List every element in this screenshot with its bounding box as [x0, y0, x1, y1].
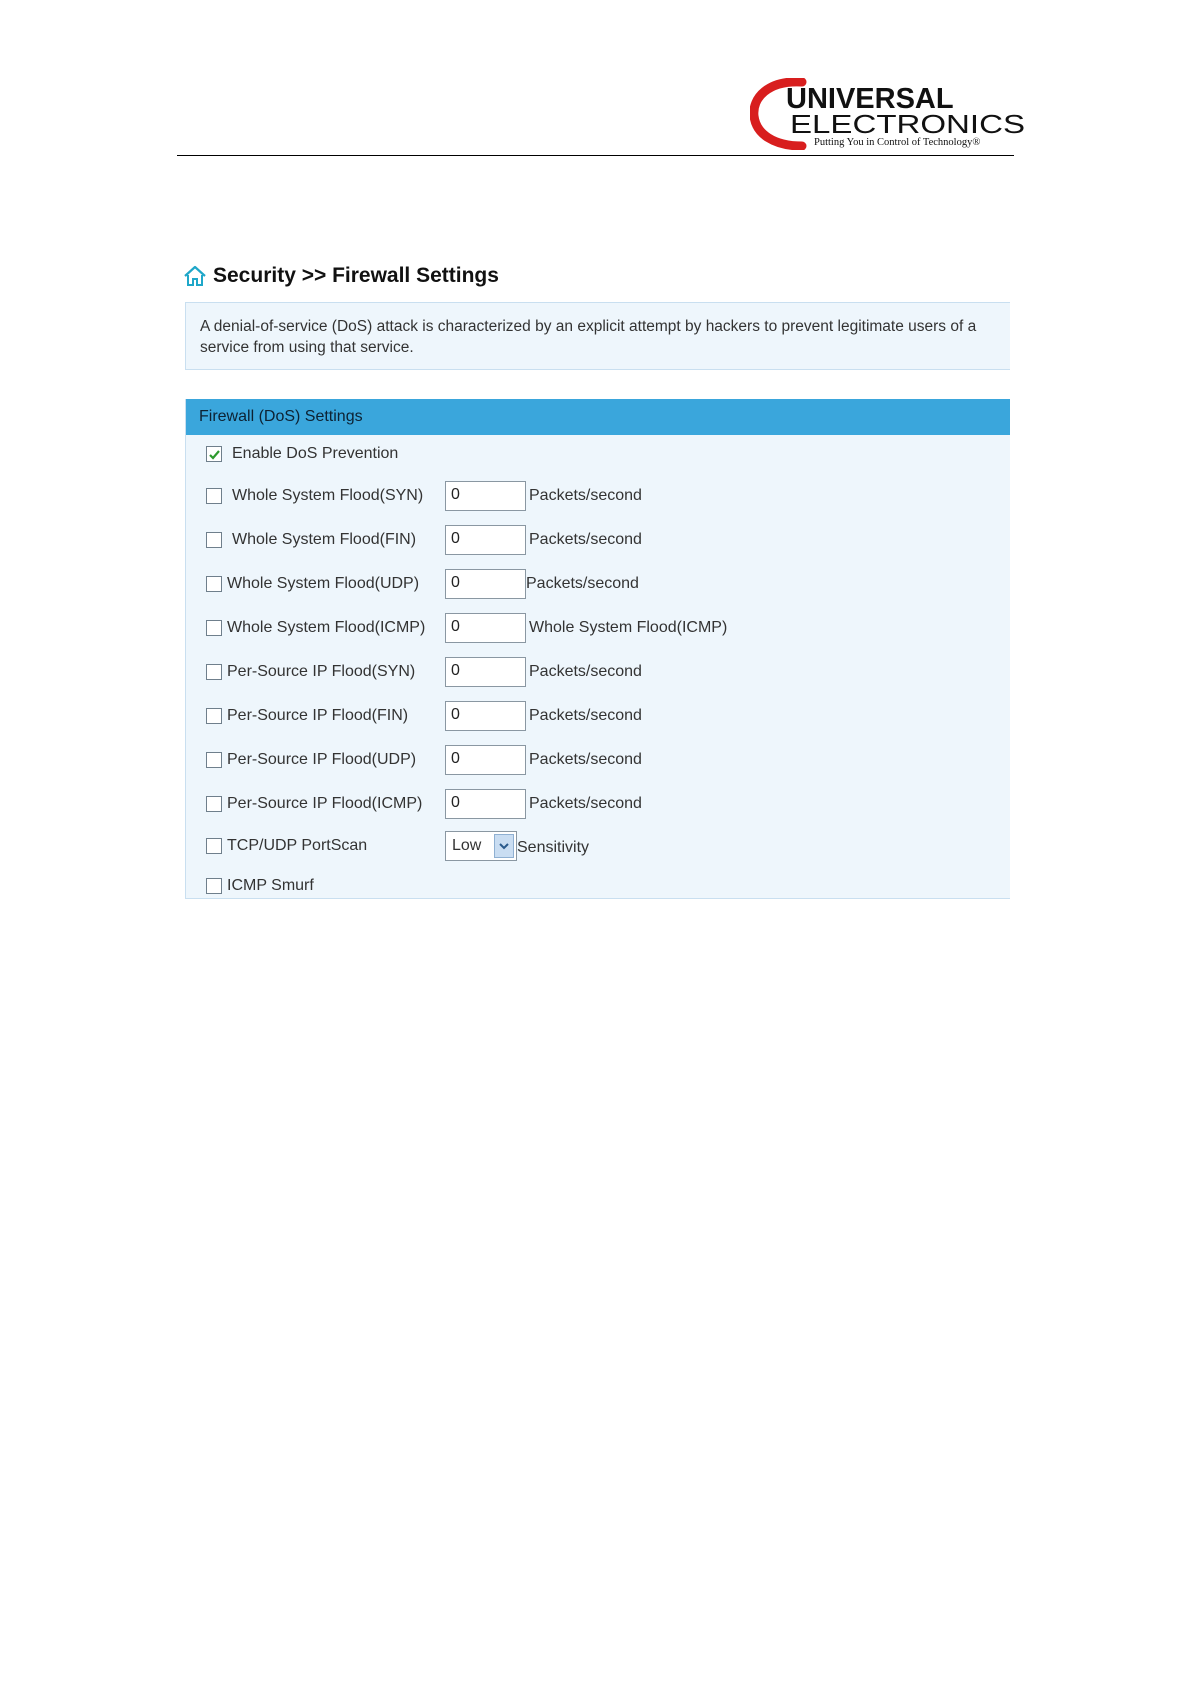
enable-dos-checkbox[interactable]: [206, 446, 222, 462]
source-icmp-label: Per-Source IP Flood(ICMP): [227, 795, 423, 812]
page-title-text: Security >> Firewall Settings: [213, 264, 499, 287]
portscan-checkbox[interactable]: [206, 838, 222, 854]
setting-row-smurf: [206, 871, 314, 901]
whole-icmp-label: Whole System Flood(ICMP): [227, 619, 426, 636]
source-syn-input[interactable]: 0: [445, 657, 526, 687]
source-syn-label: Per-Source IP Flood(SYN): [227, 663, 416, 680]
whole-fin-label: Whole System Flood(FIN): [232, 531, 417, 548]
universal-electronics-logo: [750, 78, 1036, 150]
whole-syn-label: Whole System Flood(SYN): [232, 487, 424, 504]
portscan-selected-value: Low: [452, 837, 482, 854]
source-icmp-unit: Packets/second: [529, 795, 642, 812]
whole-syn-input[interactable]: 0: [445, 481, 526, 511]
source-fin-input[interactable]: 0: [445, 701, 526, 731]
checkmark-icon: [208, 448, 221, 461]
chevron-down-icon[interactable]: [494, 834, 514, 858]
source-fin-label: Per-Source IP Flood(FIN): [227, 707, 409, 724]
setting-row-source-icmp: [206, 789, 422, 819]
whole-fin-input[interactable]: 0: [445, 525, 526, 555]
setting-row-whole-syn: [206, 481, 423, 511]
logo-tagline: Putting You in Control of Technology®: [814, 137, 981, 148]
smurf-label: ICMP Smurf: [227, 877, 314, 894]
whole-icmp-unit: Whole System Flood(ICMP): [529, 619, 728, 636]
dos-settings-panel: [185, 399, 1010, 899]
source-udp-checkbox[interactable]: [206, 752, 222, 768]
source-udp-label: Per-Source IP Flood(UDP): [227, 751, 417, 768]
whole-fin-checkbox[interactable]: [206, 532, 222, 548]
setting-row-whole-fin: [206, 525, 416, 555]
source-fin-unit: Packets/second: [529, 707, 642, 724]
setting-row-source-syn: [206, 657, 415, 687]
whole-fin-unit: Packets/second: [529, 531, 642, 548]
source-syn-unit: Packets/second: [529, 663, 642, 680]
source-icmp-input[interactable]: 0: [445, 789, 526, 819]
whole-udp-unit: Packets/second: [526, 575, 639, 592]
setting-row-whole-icmp: [206, 613, 425, 643]
source-fin-checkbox[interactable]: [206, 708, 222, 724]
portscan-sensitivity-select[interactable]: [445, 831, 517, 861]
whole-udp-label: Whole System Flood(UDP): [227, 575, 420, 592]
portscan-unit: Sensitivity: [517, 839, 590, 856]
setting-row-source-fin: [206, 701, 408, 731]
enable-dos-row: [206, 439, 398, 469]
logo-brand-bottom: ELECTRONICS: [790, 109, 1025, 139]
source-udp-unit: Packets/second: [529, 751, 642, 768]
whole-icmp-checkbox[interactable]: [206, 620, 222, 636]
source-syn-checkbox[interactable]: [206, 664, 222, 680]
setting-row-whole-udp: [206, 569, 419, 599]
source-icmp-checkbox[interactable]: [206, 796, 222, 812]
header-divider: [177, 155, 1014, 156]
whole-syn-unit: Packets/second: [529, 487, 642, 504]
whole-udp-checkbox[interactable]: [206, 576, 222, 592]
setting-row-portscan: [206, 831, 367, 861]
portscan-label: TCP/UDP PortScan: [227, 837, 368, 854]
home-icon: [183, 264, 207, 288]
smurf-checkbox[interactable]: [206, 878, 222, 894]
setting-row-source-udp: [206, 745, 416, 775]
page-title: [183, 261, 499, 291]
source-udp-input[interactable]: 0: [445, 745, 526, 775]
page-description: A denial-of-service (DoS) attack is characterized by an explicit attempt by hackers to prevent legitimate users of a service from using that service.: [185, 302, 1010, 370]
whole-syn-checkbox[interactable]: [206, 488, 222, 504]
enable-dos-label: Enable DoS Prevention: [232, 445, 399, 462]
logo-brand-top: UNIVERSAL: [786, 83, 954, 115]
whole-icmp-input[interactable]: 0: [445, 613, 526, 643]
panel-header: Firewall (DoS) Settings: [186, 399, 1010, 435]
whole-udp-input[interactable]: 0: [445, 569, 526, 599]
